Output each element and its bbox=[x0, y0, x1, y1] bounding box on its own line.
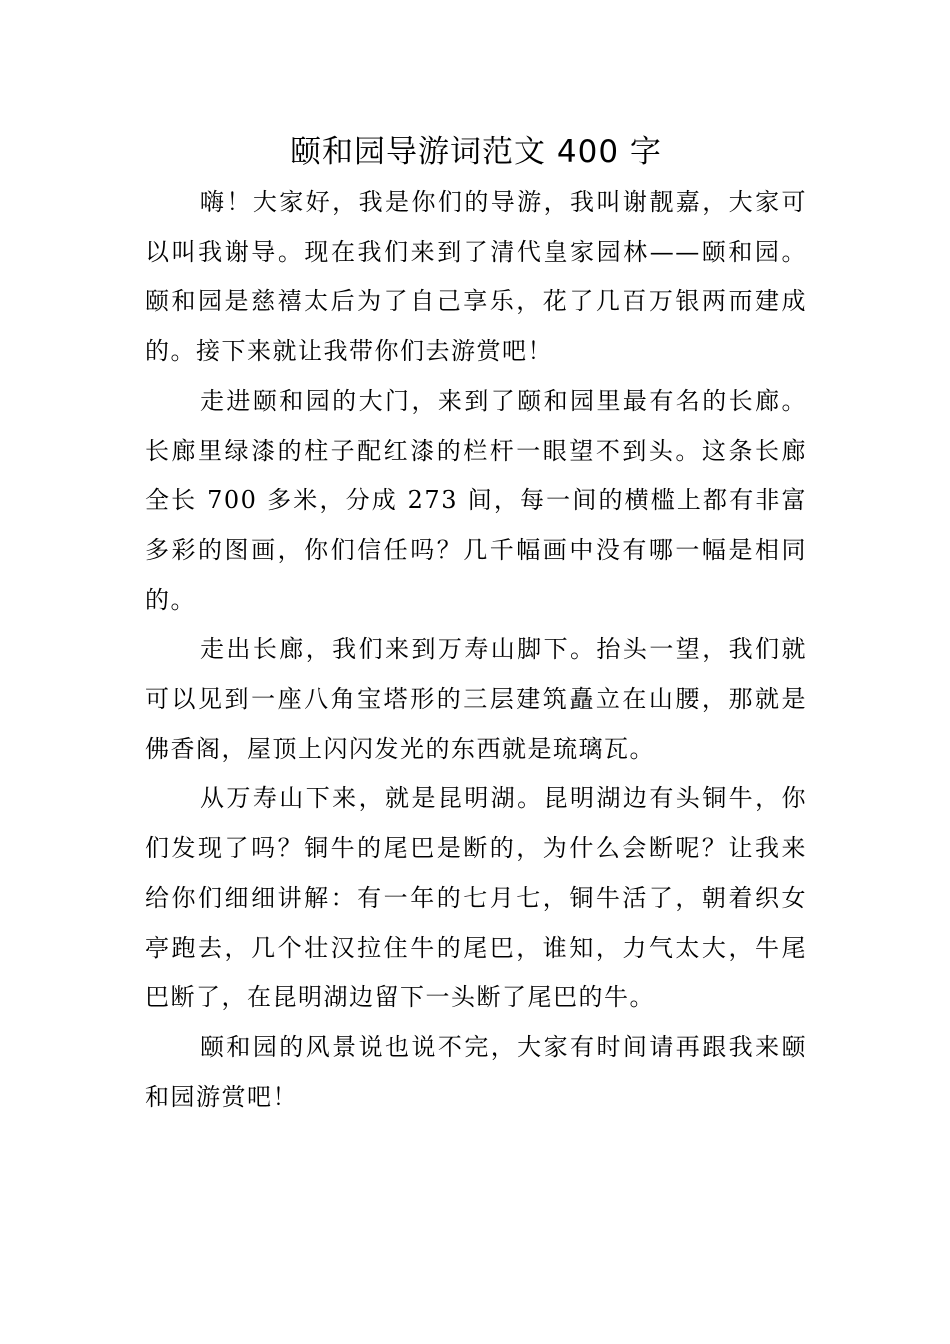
paragraph-longevity-hill: 走出长廊，我们来到万寿山脚下。抬头一望，我们就可以见到一座八角宝塔形的三层建筑矗立在山腰，那就是佛香阁，屋顶上闪闪发光的东西就是琉璃瓦。 bbox=[145, 635, 807, 763]
document-page bbox=[145, 128, 807, 1122]
paragraph-long-corridor: 走进颐和园的大门，来到了颐和园里最有名的长廊。长廊里绿漆的柱子配红漆的栏杆一眼望不到头。这条长廊全长 700 多米，分成 273 间，每一间的横槛上都有非富多彩的图画，你们信任吗？几千幅画中没有哪一幅是相同的。 bbox=[145, 386, 807, 614]
paragraph-intro: 嗨！大家好，我是你们的导游，我叫谢靓嘉，大家可以叫我谢导。现在我们来到了清代皇家园林——颐和园。颐和园是慈禧太后为了自己享乐，花了几百万银两而建成的。接下来就让我带你们去游赏吧！ bbox=[145, 188, 807, 366]
paragraph-kunming-lake: 从万寿山下来，就是昆明湖。昆明湖边有头铜牛，你们发现了吗？铜牛的尾巴是断的，为什么会断呢？让我来给你们细细讲解：有一年的七月七，铜牛活了，朝着织女亭跑去，几个壮汉拉住牛的尾巴，谁知，力气太大，牛尾巴断了，在昆明湖边留下一头断了尾巴的牛。 bbox=[145, 784, 807, 1012]
paragraph-closing: 颐和园的风景说也说不完，大家有时间请再跟我来颐和园游赏吧！ bbox=[145, 1032, 807, 1111]
document-title: 颐和园导游词范文 400 字 bbox=[290, 134, 662, 170]
